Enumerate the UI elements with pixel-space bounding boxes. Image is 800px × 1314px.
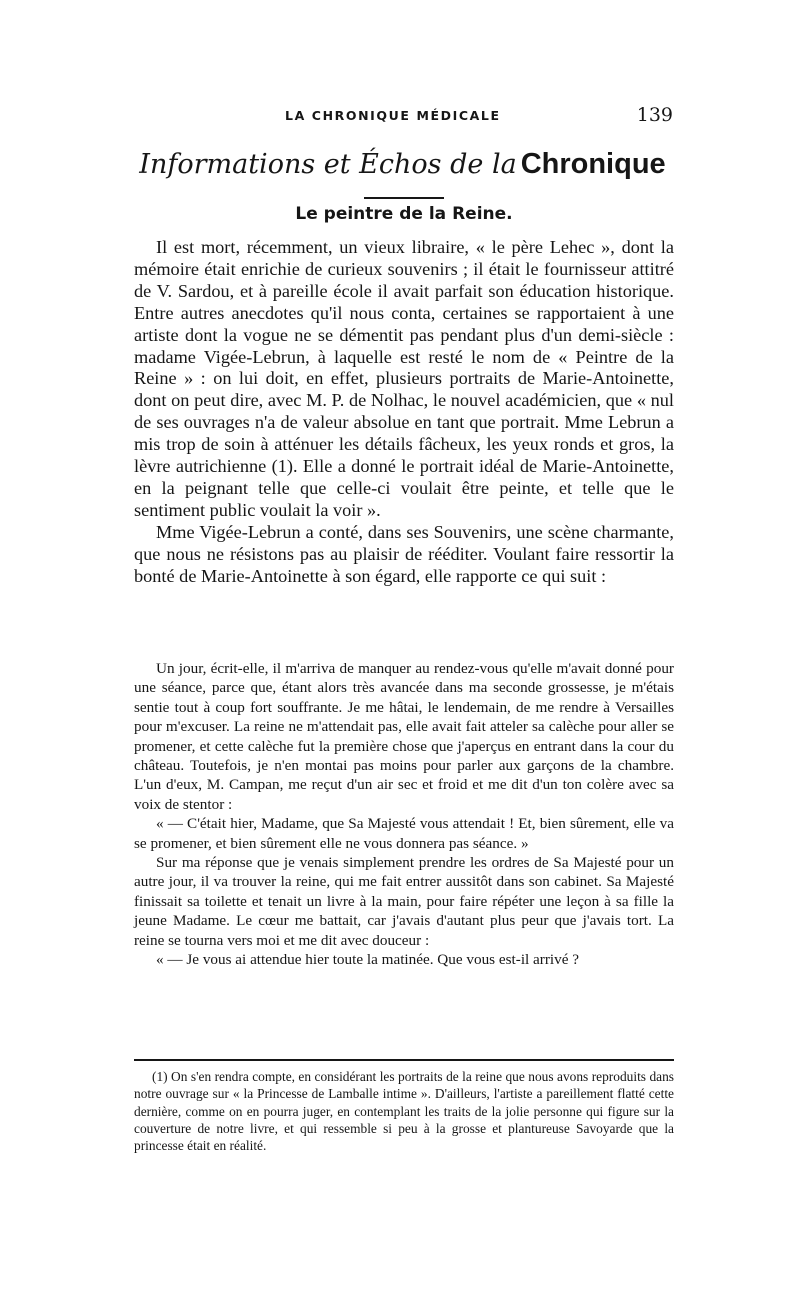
quoted-passage	[134, 659, 674, 970]
footnote-divider	[134, 1059, 674, 1061]
body-paragraph: Il est mort, récemment, un vieux libraire, « le père Lehec », dont la mémoire était enrichie de curieux souvenirs ; il était le fournisseur attitré de V. Sardou, et à pareille école il avait parfait son éducation historique. Entre autres anecdotes qu'il nous conta, certaines se rapportaient à une artiste dont la vogue ne se démentit pas pendant plus d'un demi-siècle : madame Vigée-Lebrun, à laquelle est resté le nom de « Peintre de la Reine » : on lui doit, en effet, plusieurs portraits de Marie-Antoinette, dont on peut dire, avec M. P. de Nolhac, le nouvel académicien, que « nul de ses ouvrages n'a de valeur absolue en tant que portrait. Mme Lebrun a mis trop de soin à atténuer les détails fâcheux, les yeux ronds et gros, la lèvre autrichienne (1). Elle a donné le portrait idéal de Marie-Antoinette, en la peignant telle que celle-ci voulait être peinte, et telle que le sentiment public voulait la voir ».	[134, 237, 674, 520]
article-title: Le peintre de la Reine.	[295, 204, 513, 224]
running-head: LA CHRONIQUE MÉDICALE	[285, 108, 501, 123]
footnote	[134, 1068, 674, 1154]
quote-paragraph: « — Je vous ai attendue hier toute la matinée. Que vous est-il arrivé ?	[156, 951, 580, 969]
article-body	[134, 237, 674, 588]
page-number: 139	[636, 104, 673, 126]
title-divider	[364, 197, 444, 199]
quote-paragraph: Sur ma réponse que je venais simplement prendre les ordres de Sa Majesté pour un autre jour, il va trouver la reine, qui me fait entrer aussitôt dans son cabinet. Sa Majesté finissait sa toilette et tenait un livre à la main, pour faire répéter une leçon à sa fille la jeune Madame. Le cœur me battait, car j'avais d'autant plus peur que j'avais tort. La reine se tourna vers moi et me dit avec douceur :	[134, 854, 674, 949]
section-title	[130, 148, 675, 181]
quote-paragraph: « — C'était hier, Madame, que Sa Majesté vous attendait ! Et, bien sûrement, elle va se promener, et bien sûrement elle ne vous donnera pas séance. »	[134, 815, 674, 852]
body-paragraph: Mme Vigée-Lebrun a conté, dans ses Souvenirs, une scène charmante, que nous ne résistons pas au plaisir de rééditer. Voulant faire ressortir la bonté de Marie-Antoinette à son égard, elle rapporte ce qui suit :	[134, 521, 674, 586]
section-title-bold: Chronique	[520, 148, 666, 180]
footnote-text: (1) On s'en rendra compte, en considérant les portraits de la reine que nous avons reproduits dans notre ouvrage sur « la Princesse de Lamballe intime ». D'ailleurs, l'artiste a pareillement flatté cette dernière, comme on en pourra juger, en contemplant les traits de la jolie personne qui figure sur la couverture de notre livre, et qui ressemble si peu à la grosse et plantureuse Savoyarde que la princesse était en réalité.	[134, 1069, 674, 1154]
quote-paragraph: Un jour, écrit-elle, il m'arriva de manquer au rendez-vous qu'elle m'avait donné pour une séance, parce que, étant alors très avancée dans ma seconde grossesse, je m'étais sentie tout à coup fort souffrante. Je me hâtai, le lendemain, de me rendre à Versailles pour m'excuser. La reine ne m'attendait pas, elle avait fait atteler sa calèche pour aller se promener, et cette calèche fut la première chose que j'aperçus en entrant dans la cour du château. Toutefois, je n'en montai pas moins pour parler aux garçons de la chambre. L'un d'eux, M. Campan, me reçut d'un air sec et froid et me dit d'un ton colère avec sa voix de stentor :	[134, 660, 674, 813]
section-title-italic: Informations et Échos de la	[139, 149, 517, 180]
